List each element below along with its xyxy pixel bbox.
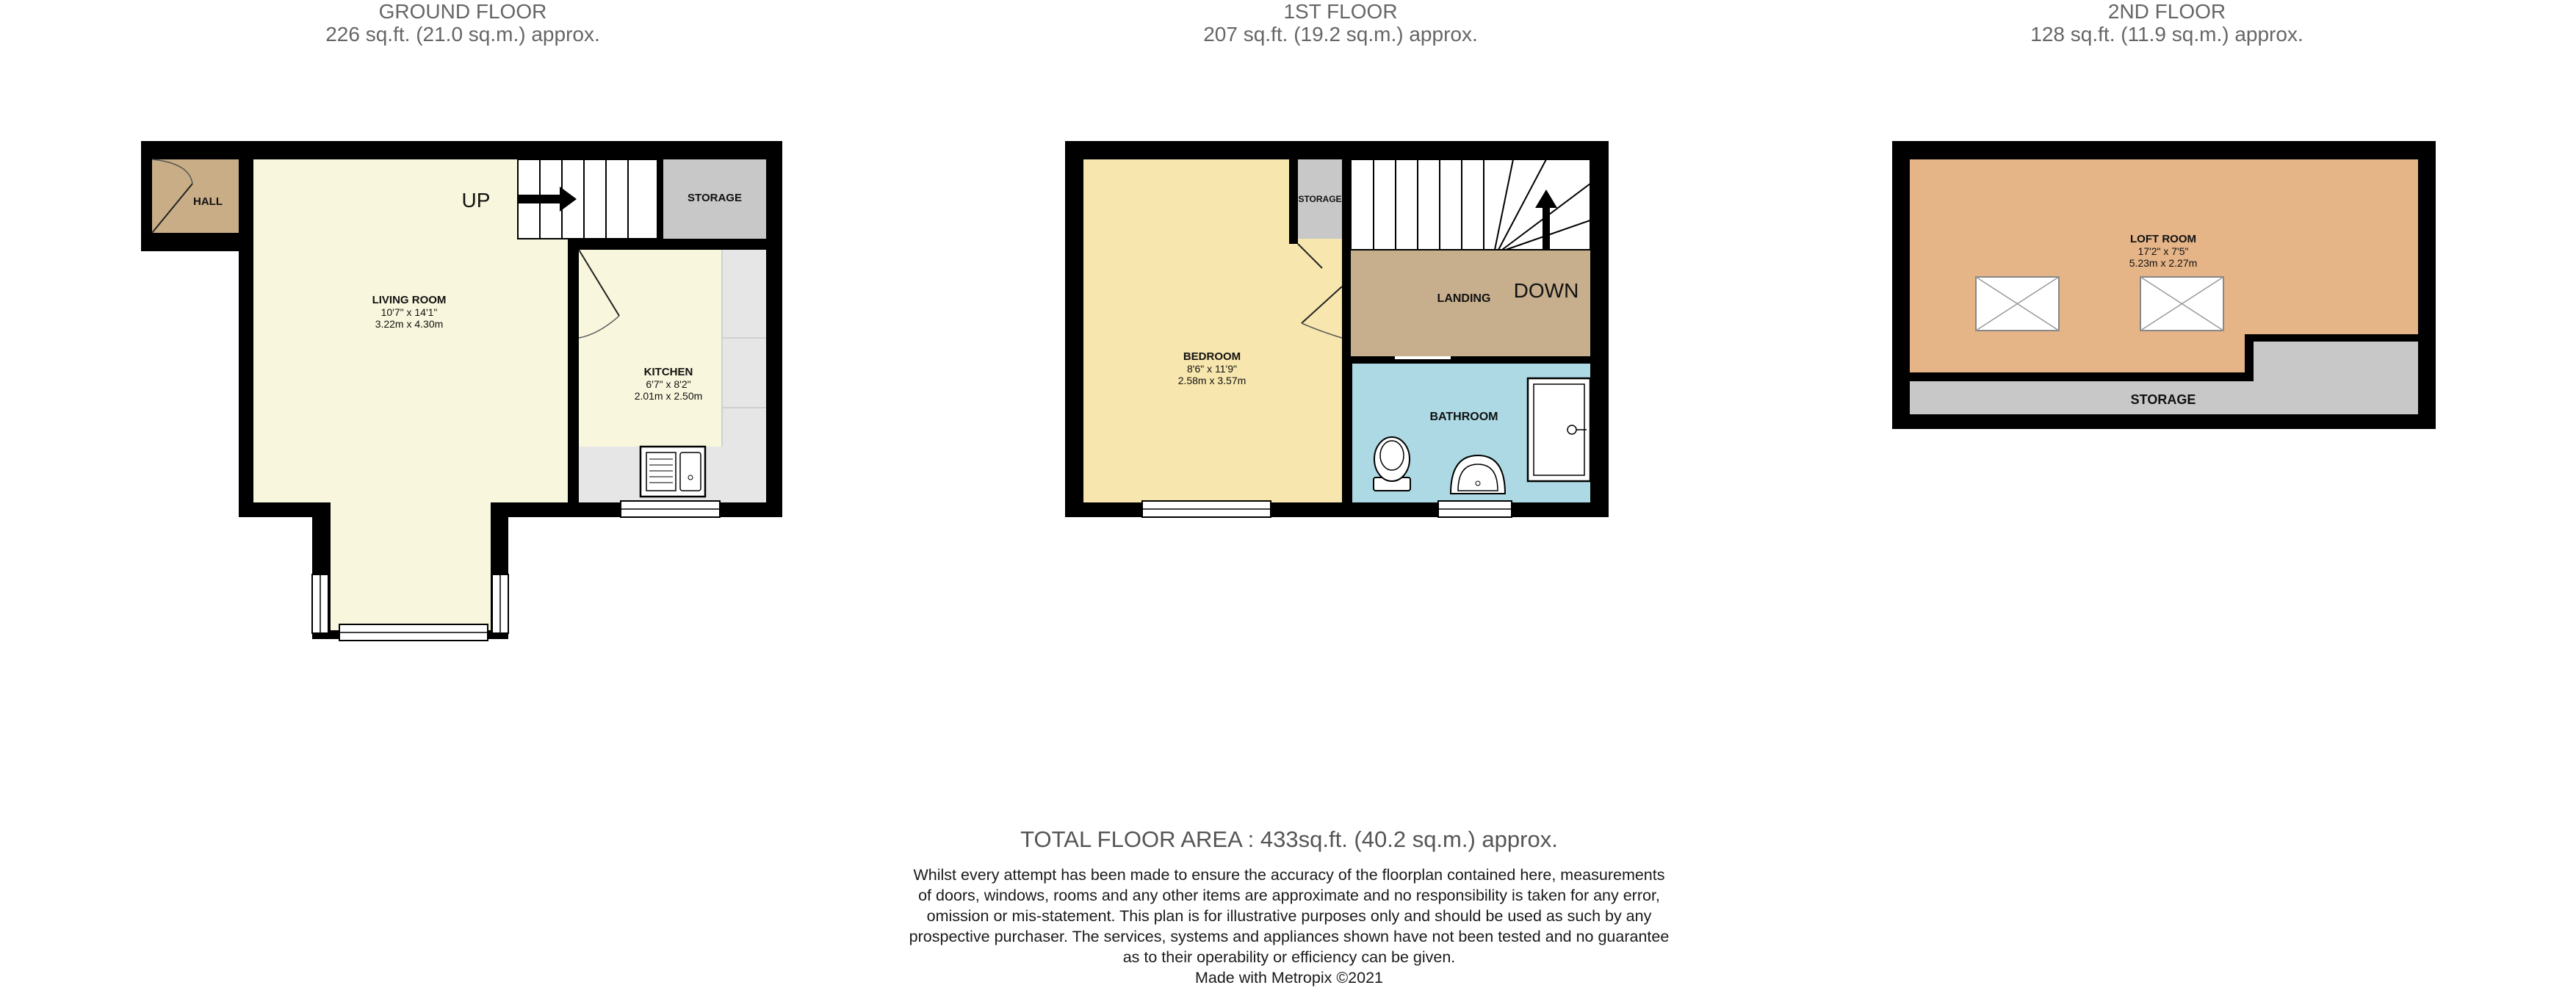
disclaimer-line: as to their operability or efficiency can be given. (1122, 948, 1456, 966)
kitchen-partition-lower (568, 433, 579, 502)
shower-icon (1528, 378, 1590, 481)
bedroom-dim-imperial: 8'6" x 11'9" (1187, 363, 1237, 375)
disclaimer-line: Whilst every attempt has been made to ensure the accuracy of the floorplan contained here, measurements (913, 866, 1665, 884)
kitchen-dim-imperial: 6'7" x 8'2" (646, 378, 691, 390)
first-storage-wall (1289, 159, 1298, 244)
loft-room-label: LOFT ROOM (2130, 233, 2196, 245)
toilet-icon (1374, 437, 1410, 491)
bathroom-partition (1492, 356, 1590, 364)
disclaimer-line: of doors, windows, rooms and any other items are approximate and no responsibility is taken for any error, (918, 887, 1660, 904)
living-room-label: LIVING ROOM (372, 294, 447, 306)
loft-knee-wall-top (2252, 334, 2418, 342)
stairs-up-label: UP (461, 189, 491, 212)
bedroom-dim-metric: 2.58m x 3.57m (1177, 375, 1246, 386)
skylight-left-icon (1976, 277, 2059, 331)
living-room-dim-metric: 3.22m x 4.30m (375, 318, 444, 330)
kitchen-dim-metric: 2.01m x 2.50m (634, 390, 703, 402)
loft-knee-wall-bottom (1910, 372, 2254, 381)
loft-storage-label: STORAGE (2130, 392, 2196, 407)
disclaimer-line: omission or mis-statement. This plan is for illustrative purposes only and should be used as such by any (926, 907, 1652, 925)
ground-floor-title: GROUND FLOOR (378, 0, 547, 23)
kitchen-partition-top (568, 239, 665, 250)
kitchen-sink-icon (641, 447, 705, 497)
kitchen-partition-upper (568, 244, 579, 341)
total-floor-area: TOTAL FLOOR AREA : 433sq.ft. (40.2 sq.m.) approx. (1020, 826, 1558, 852)
skylight-right-icon (2140, 277, 2223, 331)
bathroom-label: BATHROOM (1429, 411, 1498, 423)
bedroom-right-wall (1342, 159, 1351, 354)
second-floor-plan (1892, 141, 2436, 429)
kitchen-label: KITCHEN (643, 366, 693, 378)
bay-floor (331, 500, 491, 630)
loft-storage-step (2254, 339, 2418, 382)
disclaimer (735, 865, 1844, 988)
bedroom-label: BEDROOM (1183, 350, 1241, 363)
landing-label: LANDING (1437, 292, 1491, 305)
first-floor-plan (1065, 141, 1609, 517)
ground-storage-label: STORAGE (688, 192, 742, 204)
stairs-down-label: DOWN (1513, 279, 1579, 302)
loft-room-dim-imperial: 17'2" x 7'5" (2137, 245, 2189, 257)
hall-label: HALL (193, 195, 223, 208)
living-room-dim-imperial: 10'7" x 14'1" (380, 306, 438, 318)
loft-room-dim-metric: 5.23m x 2.27m (2129, 257, 2198, 269)
metropix-credit: Made with Metropix ©2021 (1194, 969, 1384, 987)
second-floor-title: 2ND FLOOR (2107, 0, 2226, 23)
second-floor-area: 128 sq.ft. (11.9 sq.m.) approx. (2030, 23, 2303, 46)
first-floor-title: 1ST FLOOR (1283, 0, 1398, 23)
disclaimer-line: prospective purchaser. The services, systems and appliances shown have not been tested and no guarantee (909, 928, 1670, 945)
ground-floor-area: 226 sq.ft. (21.0 sq.m.) approx. (325, 23, 600, 46)
ground-floor-plan (141, 141, 782, 641)
first-storage-label: STORAGE (1298, 194, 1342, 204)
first-floor-area: 207 sq.ft. (19.2 sq.m.) approx. (1203, 23, 1478, 46)
